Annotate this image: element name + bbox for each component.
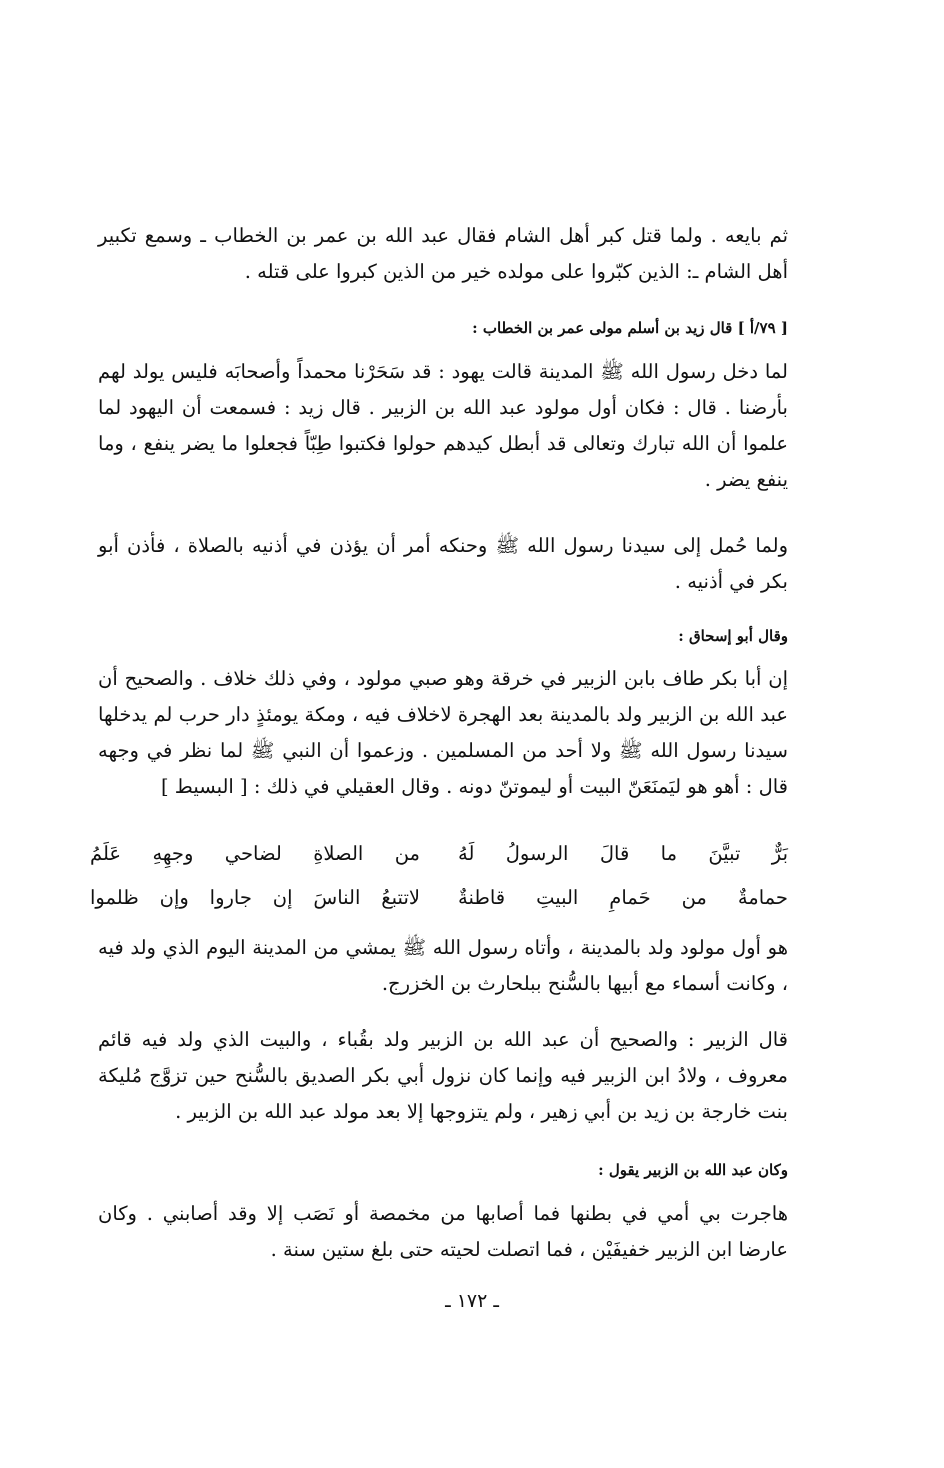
heading-zayd-ibn-aslam: [ ٧٩/أ ] قال زيد بن أسلم مولى عمر بن الخطاب : bbox=[472, 319, 788, 337]
paragraph-hijra: هاجرت بي أمي في بطنها فما أصابها من مخمصة أو نَصَب إلا وقد أصابني . وكان عارضا ابن الزبير خفيفَيْن ، فما اتصلت لحيته حتى بلغ ستين سنة . bbox=[98, 1202, 788, 1261]
heading-abu-ishaq: وقال أبو إسحاق : bbox=[678, 627, 788, 645]
page-number: ـ ١٧٢ ـ bbox=[445, 1290, 499, 1312]
section-heading-2 bbox=[98, 624, 788, 648]
paragraph-block-1 bbox=[98, 218, 788, 290]
paragraph-first-born: هو أول مولود ولد بالمدينة ، وأتاه رسول الله ﷺ يمشي من المدينة اليوم الذي ولد فيه ، وكانت أسماء مع أبيها بالسُّنح ببلحارث بن الخزرج. bbox=[98, 936, 788, 995]
paragraph-block-3 bbox=[98, 528, 788, 600]
paragraph-block-2 bbox=[98, 354, 788, 498]
paragraph-intro: ثم بايعه . ولما قتل كبر أهل الشام فقال عبد الله بن عمر بن الخطاب ـ وسمع تكبير أهل الشام ـ: الذين كبّروا على مولده خير من الذين كبروا على قتله . bbox=[98, 224, 788, 283]
section-heading-1 bbox=[98, 316, 788, 340]
verse-2-first-hemistich: حمامةٌ من حَمامِ البيتِ قاطنةٌ bbox=[458, 886, 788, 909]
verse-line-2 bbox=[90, 876, 788, 920]
section-heading-3 bbox=[98, 1158, 788, 1182]
paragraph-quba: قال الزبير : والصحيح أن عبد الله بن الزبير ولد بقُباء ، والبيت الذي ولد فيه قائم معروف ، ولادُ ابن الزبير فيه وإنما كان نزول أبي بكر الصديق بالسُّنح حين تزوَّج مُليكة بنت خارجة بن زيد بن أبي زهير ، ولم يتزوجها إلا بعد مولد عبد الله بن الزبير . bbox=[98, 1028, 788, 1123]
paragraph-jews-magic: لما دخل رسول الله ﷺ المدينة قالت يهود : قد سَحَرْنا محمداً وأصحابَه فليس يولد لهم بأرضنا . قال : فكان أول مولود عبد الله بن الزبير . قال زيد : فسمعت أن اليهود لما علموا أن الله تبارك وتعالى قد أبطل كيدهم حولوا فكتبوا طِبّاً فجعلوا ما يضر ينفع ، وما ينفع يضر . bbox=[98, 360, 789, 491]
paragraph-block-7 bbox=[98, 1196, 788, 1268]
paragraph-block-6 bbox=[98, 1022, 788, 1130]
heading-ibn-zubayr-says: وكان عبد الله بن الزبير يقول : bbox=[598, 1161, 788, 1179]
paragraph-adhan: ولما حُمل إلى سيدنا رسول الله ﷺ وحنكه أمر أن يؤذن في أذنيه بالصلاة ، فأذن أبو بكر في أذنيه . bbox=[98, 534, 788, 593]
paragraph-block-5 bbox=[98, 930, 788, 1002]
poem-verse bbox=[90, 832, 788, 920]
verse-1-first-hemistich: بَرٌّ تبيَّنَ ما قالَ الرسولُ لَهُ bbox=[458, 842, 788, 865]
verse-line-1 bbox=[90, 832, 788, 876]
paragraph-block-4 bbox=[98, 661, 788, 805]
verse-1-second-hemistich: من الصلاةِ لضاحي وجهِهِ عَلَمُ bbox=[90, 842, 420, 865]
verse-2-second-hemistich: لاتتبعُ الناسَ إن جاروا وإن ظلموا bbox=[90, 886, 420, 909]
paragraph-abu-bakr-tawaf: إن أبا بكر طاف بابن الزبير في خرقة وهو صبي مولود ، وفي ذلك خلاف . والصحيح أن عبد الله بن الزبير ولد بالمدينة بعد الهجرة لاخلاف فيه ، ومكة يومئذٍ دار حرب لم يدخلها سيدنا رسول الله ﷺ ولا أحد من المسلمين . وزعموا أن النبي ﷺ لما نظر في وجهه قال : أهو هو ليَمنَعَنّ البيت أو ليموتنّ دونه . وقال العقيلي في ذلك : [ البسيط ] bbox=[98, 667, 788, 798]
